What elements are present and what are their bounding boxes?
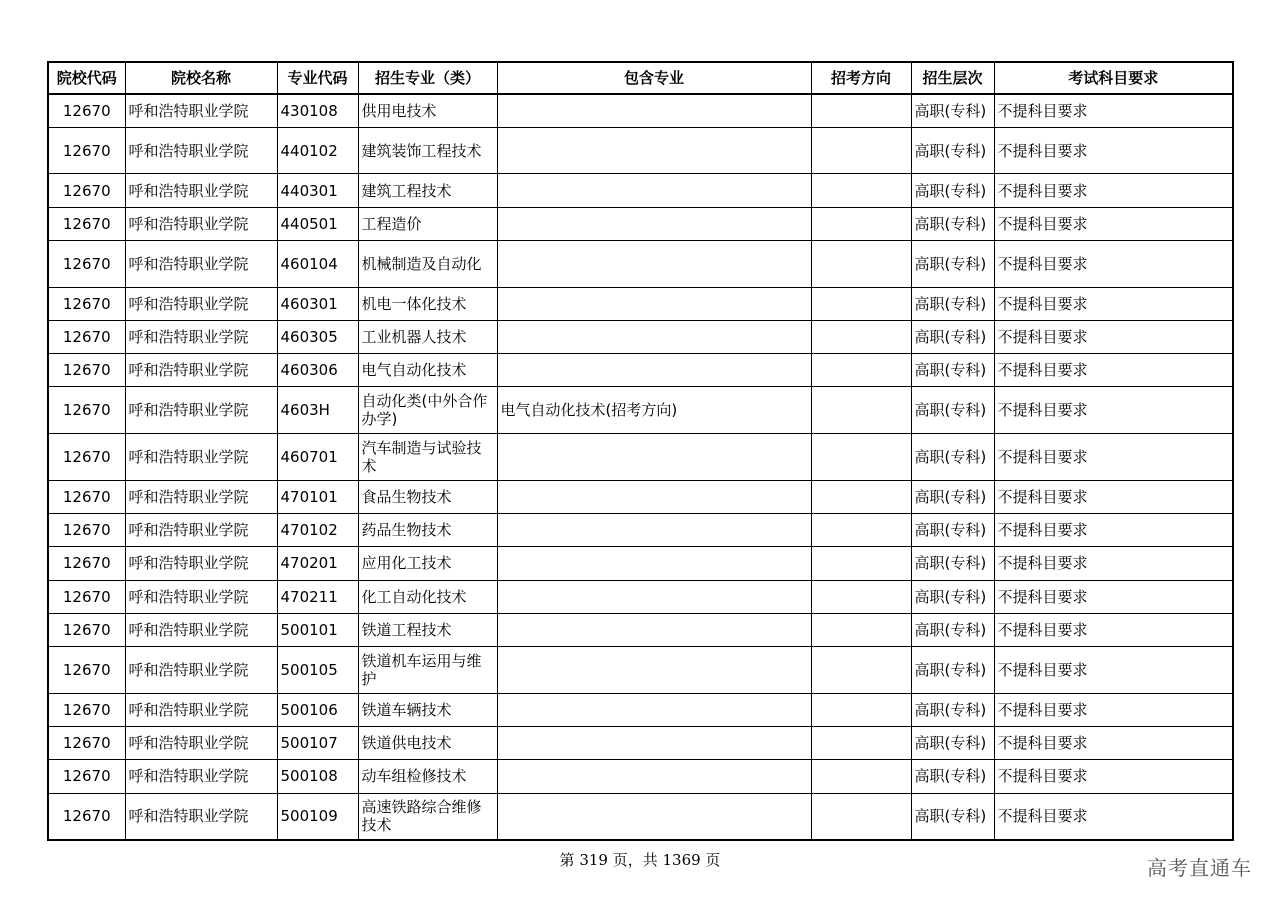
level-cell: 高职(专科) <box>911 613 994 646</box>
school-code-cell: 12670 <box>48 387 125 434</box>
requirement-cell: 不提科目要求 <box>994 127 1233 174</box>
school-name-cell: 呼和浩特职业学院 <box>125 207 277 240</box>
school-code-cell: 12670 <box>48 320 125 353</box>
school-name-cell: 呼和浩特职业学院 <box>125 287 277 320</box>
direction-cell <box>811 513 911 546</box>
direction-cell <box>811 727 911 760</box>
major-cell: 自动化类(中外合作办学) <box>358 387 497 434</box>
school-name-cell: 呼和浩特职业学院 <box>125 727 277 760</box>
level-cell: 高职(专科) <box>911 727 994 760</box>
table-row <box>48 320 1233 353</box>
includes-cell <box>497 320 811 353</box>
table-row <box>48 613 1233 646</box>
requirement-cell: 不提科目要求 <box>994 207 1233 240</box>
requirement-cell: 不提科目要求 <box>994 287 1233 320</box>
direction-cell <box>811 693 911 726</box>
table-row <box>48 207 1233 240</box>
includes-cell <box>497 693 811 726</box>
table-row <box>48 387 1233 434</box>
table-row <box>48 480 1233 513</box>
major-code-cell: 470211 <box>277 580 358 613</box>
header-requirement: 考试科目要求 <box>994 62 1233 94</box>
major-code-cell: 460306 <box>277 354 358 387</box>
includes-cell <box>497 207 811 240</box>
requirement-cell: 不提科目要求 <box>994 580 1233 613</box>
school-name-cell: 呼和浩特职业学院 <box>125 320 277 353</box>
major-cell: 食品生物技术 <box>358 480 497 513</box>
school-code-cell: 12670 <box>48 580 125 613</box>
header-major-code: 专业代码 <box>277 62 358 94</box>
requirement-cell: 不提科目要求 <box>994 793 1233 840</box>
level-cell: 高职(专科) <box>911 580 994 613</box>
school-name-cell: 呼和浩特职业学院 <box>125 613 277 646</box>
direction-cell <box>811 613 911 646</box>
level-cell: 高职(专科) <box>911 760 994 793</box>
watermark: 高考直通车 <box>1147 856 1252 880</box>
direction-cell <box>811 354 911 387</box>
table-row <box>48 760 1233 793</box>
includes-cell <box>497 727 811 760</box>
requirement-cell: 不提科目要求 <box>994 434 1233 481</box>
major-cell: 工程造价 <box>358 207 497 240</box>
requirement-cell: 不提科目要求 <box>994 240 1233 287</box>
level-cell: 高职(专科) <box>911 240 994 287</box>
school-name-cell: 呼和浩特职业学院 <box>125 387 277 434</box>
major-cell: 铁道车辆技术 <box>358 693 497 726</box>
includes-cell <box>497 513 811 546</box>
table-row <box>48 174 1233 207</box>
includes-cell <box>497 94 811 127</box>
major-cell: 汽车制造与试验技术 <box>358 434 497 481</box>
school-name-cell: 呼和浩特职业学院 <box>125 647 277 694</box>
direction-cell <box>811 647 911 694</box>
direction-cell <box>811 580 911 613</box>
school-code-cell: 12670 <box>48 480 125 513</box>
table-row <box>48 240 1233 287</box>
school-code-cell: 12670 <box>48 434 125 481</box>
includes-cell <box>497 174 811 207</box>
school-code-cell: 12670 <box>48 793 125 840</box>
major-cell: 化工自动化技术 <box>358 580 497 613</box>
level-cell: 高职(专科) <box>911 547 994 580</box>
level-cell: 高职(专科) <box>911 434 994 481</box>
major-code-cell: 470102 <box>277 513 358 546</box>
includes-cell <box>497 793 811 840</box>
includes-cell <box>497 480 811 513</box>
major-code-cell: 440501 <box>277 207 358 240</box>
includes-cell <box>497 580 811 613</box>
level-cell: 高职(专科) <box>911 480 994 513</box>
school-name-cell: 呼和浩特职业学院 <box>125 240 277 287</box>
school-code-cell: 12670 <box>48 693 125 726</box>
major-code-cell: 500105 <box>277 647 358 694</box>
table-row <box>48 727 1233 760</box>
requirement-cell: 不提科目要求 <box>994 94 1233 127</box>
major-code-cell: 4603H <box>277 387 358 434</box>
school-name-cell: 呼和浩特职业学院 <box>125 354 277 387</box>
major-code-cell: 470101 <box>277 480 358 513</box>
requirement-cell: 不提科目要求 <box>994 760 1233 793</box>
includes-cell <box>497 647 811 694</box>
includes-cell <box>497 354 811 387</box>
direction-cell <box>811 320 911 353</box>
direction-cell <box>811 240 911 287</box>
includes-cell <box>497 613 811 646</box>
includes-cell <box>497 760 811 793</box>
direction-cell <box>811 480 911 513</box>
requirement-cell: 不提科目要求 <box>994 513 1233 546</box>
school-name-cell: 呼和浩特职业学院 <box>125 480 277 513</box>
direction-cell <box>811 793 911 840</box>
includes-cell <box>497 240 811 287</box>
major-cell: 建筑工程技术 <box>358 174 497 207</box>
major-code-cell: 460701 <box>277 434 358 481</box>
table-row <box>48 647 1233 694</box>
major-cell: 建筑装饰工程技术 <box>358 127 497 174</box>
includes-cell <box>497 287 811 320</box>
requirement-cell: 不提科目要求 <box>994 480 1233 513</box>
major-code-cell: 440102 <box>277 127 358 174</box>
requirement-cell: 不提科目要求 <box>994 320 1233 353</box>
requirement-cell: 不提科目要求 <box>994 354 1233 387</box>
requirement-cell: 不提科目要求 <box>994 387 1233 434</box>
level-cell: 高职(专科) <box>911 387 994 434</box>
school-code-cell: 12670 <box>48 513 125 546</box>
table-row <box>48 354 1233 387</box>
requirement-cell: 不提科目要求 <box>994 174 1233 207</box>
table-row <box>48 513 1233 546</box>
direction-cell <box>811 547 911 580</box>
requirement-cell: 不提科目要求 <box>994 647 1233 694</box>
school-name-cell: 呼和浩特职业学院 <box>125 793 277 840</box>
major-cell: 工业机器人技术 <box>358 320 497 353</box>
school-code-cell: 12670 <box>48 647 125 694</box>
level-cell: 高职(专科) <box>911 647 994 694</box>
school-code-cell: 12670 <box>48 547 125 580</box>
major-code-cell: 500107 <box>277 727 358 760</box>
school-name-cell: 呼和浩特职业学院 <box>125 174 277 207</box>
school-name-cell: 呼和浩特职业学院 <box>125 94 277 127</box>
major-cell: 动车组检修技术 <box>358 760 497 793</box>
table-header-row <box>48 62 1233 94</box>
school-code-cell: 12670 <box>48 613 125 646</box>
requirement-cell: 不提科目要求 <box>994 693 1233 726</box>
school-name-cell: 呼和浩特职业学院 <box>125 580 277 613</box>
level-cell: 高职(专科) <box>911 174 994 207</box>
major-cell: 机电一体化技术 <box>358 287 497 320</box>
direction-cell <box>811 760 911 793</box>
major-cell: 机械制造及自动化 <box>358 240 497 287</box>
level-cell: 高职(专科) <box>911 693 994 726</box>
direction-cell <box>811 287 911 320</box>
requirement-cell: 不提科目要求 <box>994 613 1233 646</box>
school-name-cell: 呼和浩特职业学院 <box>125 434 277 481</box>
major-cell: 应用化工技术 <box>358 547 497 580</box>
major-cell: 供用电技术 <box>358 94 497 127</box>
major-cell: 铁道工程技术 <box>358 613 497 646</box>
major-code-cell: 470201 <box>277 547 358 580</box>
table-row <box>48 127 1233 174</box>
level-cell: 高职(专科) <box>911 94 994 127</box>
header-school-name: 院校名称 <box>125 62 277 94</box>
header-includes: 包含专业 <box>497 62 811 94</box>
major-code-cell: 430108 <box>277 94 358 127</box>
school-code-cell: 12670 <box>48 354 125 387</box>
major-code-cell: 440301 <box>277 174 358 207</box>
school-name-cell: 呼和浩特职业学院 <box>125 547 277 580</box>
requirement-cell: 不提科目要求 <box>994 547 1233 580</box>
table-row <box>48 580 1233 613</box>
direction-cell <box>811 127 911 174</box>
school-name-cell: 呼和浩特职业学院 <box>125 127 277 174</box>
level-cell: 高职(专科) <box>911 320 994 353</box>
major-code-cell: 460104 <box>277 240 358 287</box>
major-code-cell: 500108 <box>277 760 358 793</box>
school-name-cell: 呼和浩特职业学院 <box>125 693 277 726</box>
level-cell: 高职(专科) <box>911 207 994 240</box>
major-cell: 电气自动化技术 <box>358 354 497 387</box>
direction-cell <box>811 387 911 434</box>
includes-cell: 电气自动化技术(招考方向) <box>497 387 811 434</box>
level-cell: 高职(专科) <box>911 354 994 387</box>
table-row <box>48 434 1233 481</box>
school-code-cell: 12670 <box>48 207 125 240</box>
header-school-code: 院校代码 <box>48 62 125 94</box>
major-code-cell: 500106 <box>277 693 358 726</box>
requirement-cell: 不提科目要求 <box>994 727 1233 760</box>
major-cell: 药品生物技术 <box>358 513 497 546</box>
school-code-cell: 12670 <box>48 94 125 127</box>
enrollment-table <box>47 61 1234 841</box>
school-name-cell: 呼和浩特职业学院 <box>125 513 277 546</box>
major-cell: 铁道机车运用与维护 <box>358 647 497 694</box>
includes-cell <box>497 127 811 174</box>
header-major: 招生专业（类） <box>358 62 497 94</box>
table-row <box>48 287 1233 320</box>
includes-cell <box>497 434 811 481</box>
page-number: 第 319 页，共 1369 页 <box>559 851 721 869</box>
school-code-cell: 12670 <box>48 727 125 760</box>
direction-cell <box>811 434 911 481</box>
header-level: 招生层次 <box>911 62 994 94</box>
direction-cell <box>811 207 911 240</box>
table-row <box>48 793 1233 840</box>
level-cell: 高职(专科) <box>911 793 994 840</box>
header-direction: 招考方向 <box>811 62 911 94</box>
school-code-cell: 12670 <box>48 287 125 320</box>
level-cell: 高职(专科) <box>911 513 994 546</box>
major-cell: 高速铁路综合维修技术 <box>358 793 497 840</box>
major-code-cell: 460301 <box>277 287 358 320</box>
direction-cell <box>811 94 911 127</box>
table-row <box>48 693 1233 726</box>
school-code-cell: 12670 <box>48 760 125 793</box>
major-code-cell: 460305 <box>277 320 358 353</box>
major-code-cell: 500109 <box>277 793 358 840</box>
level-cell: 高职(专科) <box>911 287 994 320</box>
level-cell: 高职(专科) <box>911 127 994 174</box>
school-name-cell: 呼和浩特职业学院 <box>125 760 277 793</box>
school-code-cell: 12670 <box>48 240 125 287</box>
includes-cell <box>497 547 811 580</box>
direction-cell <box>811 174 911 207</box>
major-cell: 铁道供电技术 <box>358 727 497 760</box>
school-code-cell: 12670 <box>48 174 125 207</box>
table-row <box>48 547 1233 580</box>
major-code-cell: 500101 <box>277 613 358 646</box>
school-code-cell: 12670 <box>48 127 125 174</box>
table-row <box>48 94 1233 127</box>
